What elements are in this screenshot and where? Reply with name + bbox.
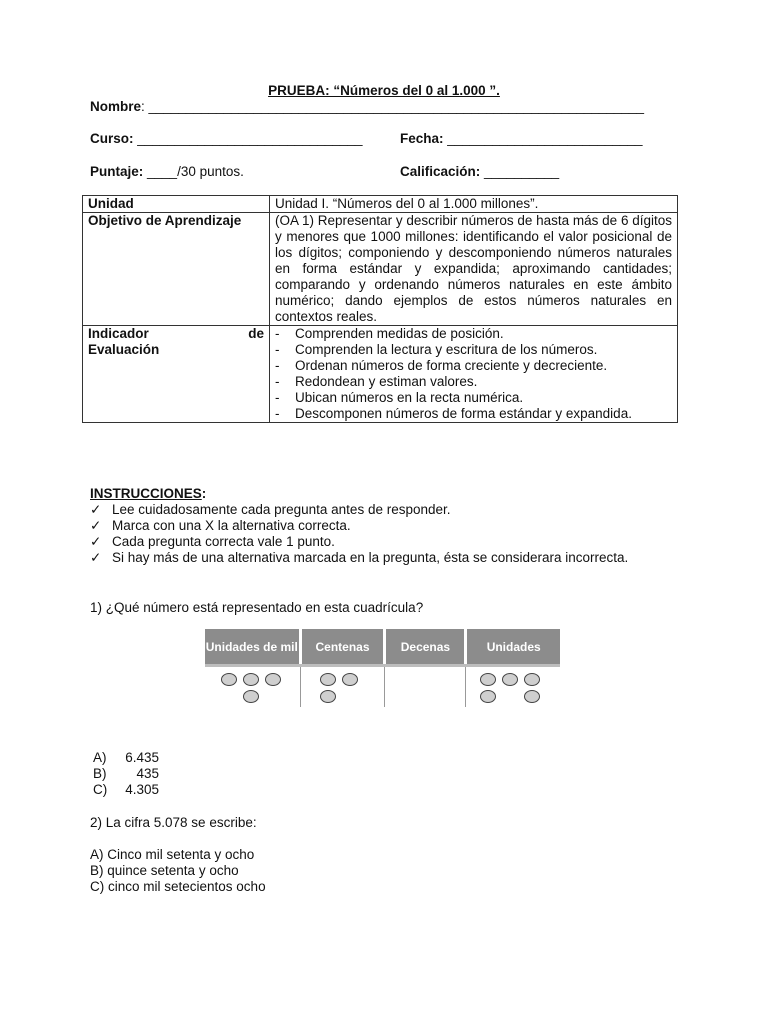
curso-field — [90, 131, 363, 146]
q2-prompt: 2) La cifra 5.078 se escribe: — [90, 815, 257, 830]
puntaje-field — [90, 164, 244, 179]
grid-cell-unidades-de-mil — [205, 667, 301, 707]
counter-dot — [524, 690, 540, 703]
list-item: ✓ Si hay más de una alternativa marcada en la pregunta, ésta se considerara incorrecta. — [90, 550, 629, 565]
list-item: - Comprenden la lectura y escritura de los números. — [275, 342, 598, 357]
counter-dot — [480, 673, 496, 686]
grid-header-unidades-de-mil: Unidades de mil — [205, 629, 302, 664]
fecha-line: __________________________ — [447, 131, 643, 146]
counter-dot — [342, 673, 358, 686]
calificacion-field — [400, 164, 559, 179]
grid-header-centenas: Centenas — [302, 629, 387, 664]
grid-cell-unidades — [466, 667, 560, 707]
objetivo-value: (OA 1) Representar y describir números de hasta más de 6 dígitos y menores que 1000 millones: identificando el valor posicional de los dígitos; componiendo y descomponiendo números naturales en forma estándar y expandida; aproximando cantidades; comparando y ordenando números naturales en este ámbito numérico; dando ejemplos de estos números naturales en contextos reales. — [270, 213, 678, 326]
grid-cell-decenas — [385, 667, 465, 707]
indicador-list-cell — [270, 326, 678, 423]
grid-body — [205, 667, 560, 707]
list-item: - Descomponen números de forma estándar y expandida. — [275, 406, 632, 421]
counter-dot — [243, 673, 259, 686]
calificacion-line: __________ — [484, 164, 560, 179]
info-table — [82, 195, 678, 423]
list-item: ✓ Lee cuidadosamente cada pregunta antes de responder. — [90, 502, 451, 517]
list-item: - Ubican números en la recta numérica. — [275, 390, 524, 405]
indicador-label: Indicador de Evaluación — [83, 326, 270, 423]
curso-label: Curso: — [90, 131, 134, 146]
calificacion-label: Calificación: — [400, 164, 481, 179]
list-item: ✓ Marca con una X la alternativa correcta. — [90, 518, 351, 533]
counter-dot — [524, 673, 540, 686]
puntaje-value: ____/30 puntos. — [147, 164, 244, 179]
place-value-grid — [205, 629, 560, 707]
unidad-label: Unidad — [83, 196, 270, 213]
grid-header-decenas: Decenas — [386, 629, 467, 664]
counter-dot — [320, 673, 336, 686]
check-icon: ✓ — [90, 518, 102, 533]
nombre-label: Nombre — [90, 99, 142, 114]
objetivo-row — [83, 213, 678, 326]
q1-option-a[interactable]: A) 6.435 — [93, 750, 159, 765]
q1-prompt: 1) ¿Qué número está representado en esta cuadrícula? — [90, 600, 424, 615]
q2-options — [90, 847, 266, 895]
check-icon: ✓ — [90, 534, 102, 549]
q1-option-c[interactable]: C) 4.305 — [93, 782, 159, 797]
unidad-row — [83, 196, 678, 213]
grid-cell-centenas — [301, 667, 385, 707]
counter-dot — [221, 673, 237, 686]
page-title: PRUEBA: “Números del 0 al 1.000 ”. — [268, 83, 500, 98]
indicador-row — [83, 326, 678, 423]
grid-header-unidades: Unidades — [486, 639, 541, 654]
nombre-line: : __________________________________________________________________ — [141, 99, 645, 114]
q2-option-b[interactable]: B) quince setenta y ocho — [90, 863, 239, 878]
counter-dot — [320, 690, 336, 703]
nombre-field — [90, 99, 644, 114]
curso-line: ______________________________ — [137, 131, 363, 146]
grid-header — [205, 629, 560, 664]
list-item: - Ordenan números de forma creciente y decreciente. — [275, 358, 608, 373]
q1-option-b[interactable]: B) 435 — [93, 766, 159, 781]
list-item: - Redondean y estiman valores. — [275, 374, 478, 389]
indicador-list — [275, 326, 672, 422]
fecha-label: Fecha: — [400, 131, 444, 146]
list-item: ✓ Cada pregunta correcta vale 1 punto. — [90, 534, 335, 549]
q2-option-c[interactable]: C) cinco mil setecientos ocho — [90, 879, 266, 894]
counter-dot — [243, 690, 259, 703]
instrucciones-heading: INSTRUCCIONES: — [90, 486, 207, 501]
objetivo-label: Objetivo de Aprendizaje — [83, 213, 270, 326]
instrucciones-list — [90, 502, 675, 566]
counter-dot — [265, 673, 281, 686]
q2-option-a[interactable]: A) Cinco mil setenta y ocho — [90, 847, 255, 862]
puntaje-label: Puntaje: — [90, 164, 144, 179]
counter-dot — [502, 673, 518, 686]
fecha-field — [400, 131, 643, 146]
check-icon: ✓ — [90, 502, 102, 517]
counter-dot — [480, 690, 496, 703]
check-icon: ✓ — [90, 550, 102, 565]
unidad-value: Unidad I. “Números del 0 al 1.000 millones”. — [270, 196, 678, 213]
q1-options — [93, 750, 159, 798]
list-item: - Comprenden medidas de posición. — [275, 326, 504, 341]
